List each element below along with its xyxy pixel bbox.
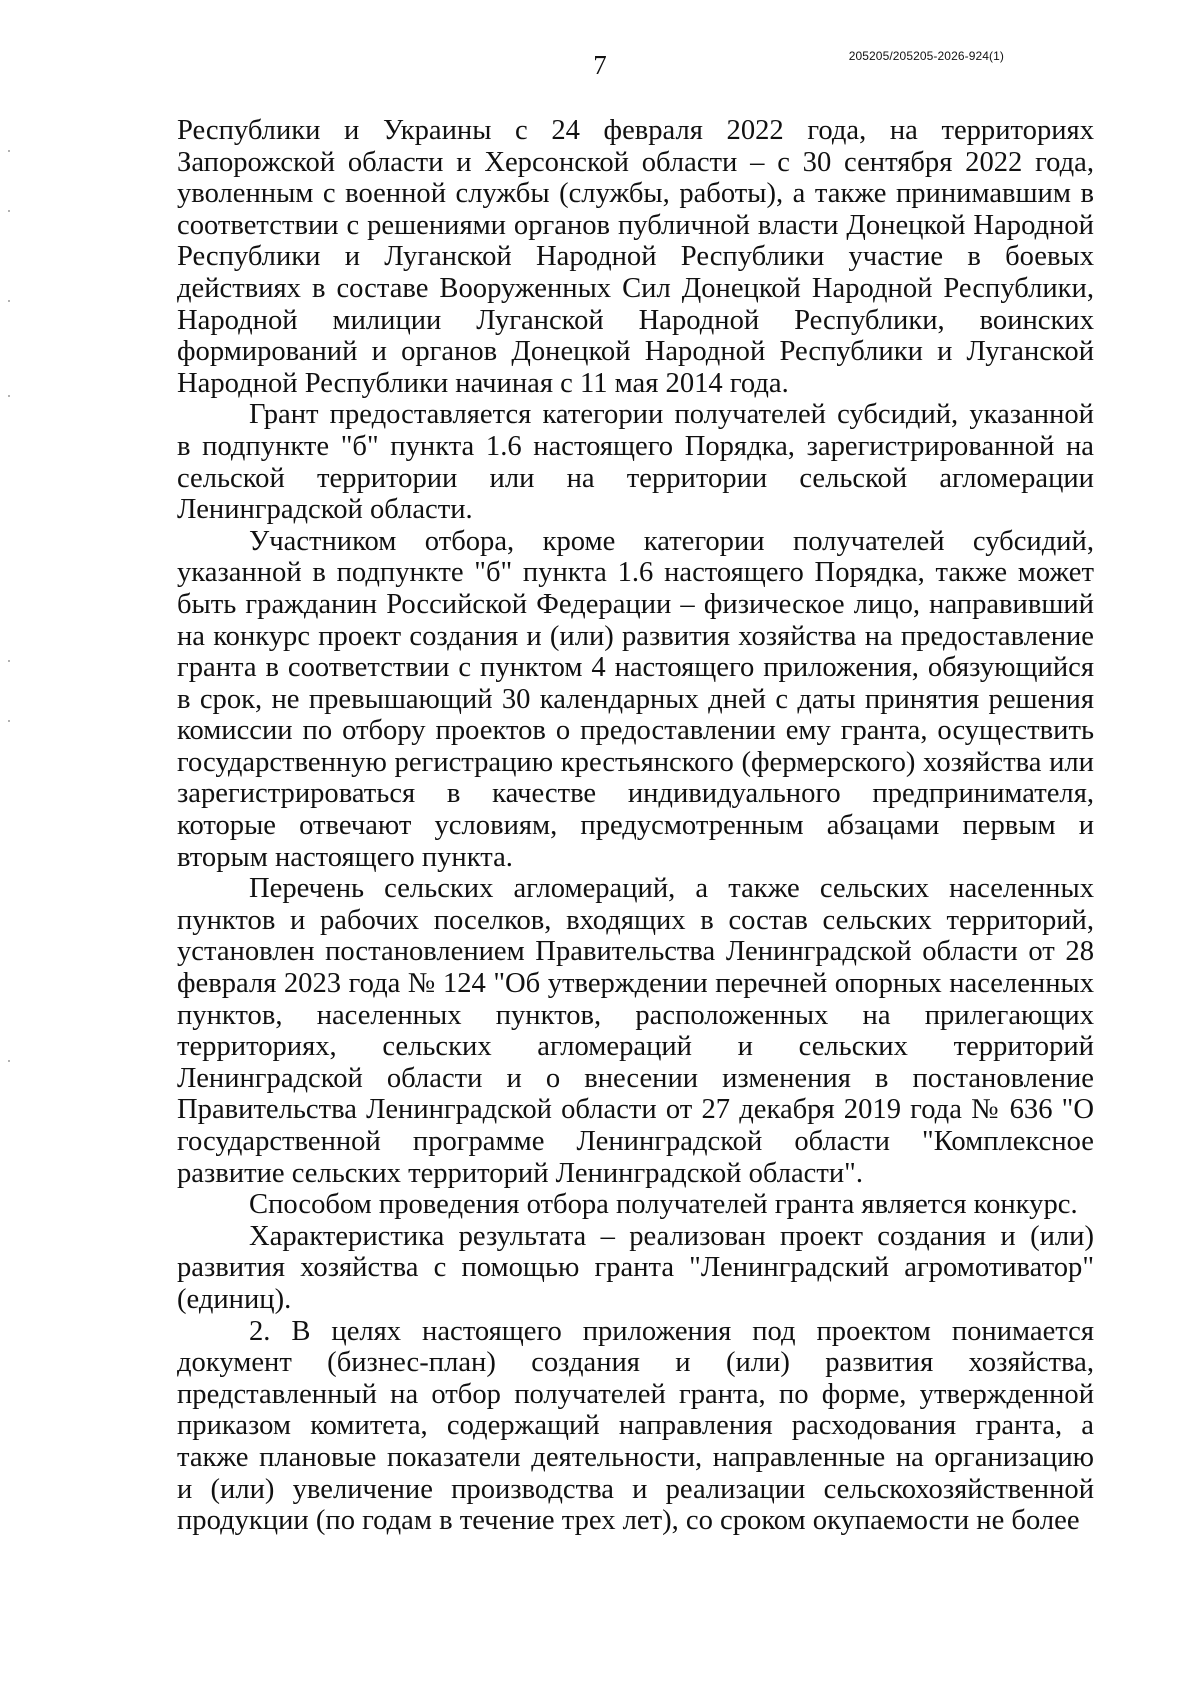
paragraph-agglomerations-list: Перечень сельских агломераций, а также сельских населенных пунктов и рабочих поселков, входящих в состав сельских территорий, установлен постановлением Правительства Ленинградской области от 28 февраля 2023 года № 124 "Об утверждении перечней опорных населенных пунктов, населенных пунктов, расположенных на прилегающих территориях, сельских агломераций и сельских территорий Ленинградской области и о внесении изменения в постановление Правительства Ленинградской области от 27 декабря 2019 года № 636 "О государственной программе Ленинградской области "Комплексное развитие сельских территорий Ленинградской области". [177, 873, 1094, 1189]
margin-scan-marks [8, 0, 12, 1693]
paragraph-result-characteristic: Характеристика результата – реализован проект создания и (или) развития хозяйства с помощью гранта "Ленинградский агромотиватор" (единиц). [177, 1220, 1094, 1315]
page-number: 7 [593, 50, 607, 80]
paragraph-project-definition: 2. В целях настоящего приложения под проектом понимается документ (бизнес-план) создания и (или) развития хозяйства, представленный на отбор получателей гранта, по форме, утвержденной приказом комитета, содержащий направления расходования гранта, а также плановые показатели деятельности, направленные на организацию и (или) увеличение производства и реализации сельскохозяйственной продукции (по годам в течение трех лет), со сроком окупаемости не более [177, 1315, 1094, 1537]
paragraph-selection-participant: Участником отбора, кроме категории получателей субсидий, указанной в подпункте "б" пункта 1.6 настоящего Порядка, также может быть гражданин Российской Федерации – физическое лицо, направивший на конкурс проект создания и (или) развития хозяйства на предоставление гранта в соответствии с пунктом 4 настоящего приложения, обязующийся в срок, не превышающий 30 календарных дней с даты принятия решения комиссии по отбору проектов о предоставлении ему гранта, осуществить государственную регистрацию крестьянского (фермерского) хозяйства или зарегистрироваться в качестве индивидуального предпринимателя, которые отвечают условиям, предусмотренным абзацами первым и вторым настоящего пункта. [177, 525, 1094, 873]
paragraph-grant-category: Грант предоставляется категории получателей субсидий, указанной в подпункте "б" пункта 1.6 настоящего Порядка, зарегистрированной на сельской территории или на территории сельской агломерации Ленинградской области. [177, 399, 1094, 526]
document-body [177, 115, 1094, 1537]
paragraph-selection-method: Способом проведения отбора получателей гранта является конкурс. [249, 1189, 1078, 1221]
document-id: 205205/205205-2026-924(1) [848, 49, 1004, 63]
paragraph-continuation: Республики и Украины с 24 февраля 2022 года, на территориях Запорожской области и Херсонской области – с 30 сентября 2022 года, уволенным с военной службы (службы, работы), а также принимавшим в соответствии с решениями органов публичной власти Донецкой Народной Республики и Луганской Народной Республики участие в боевых действиях в составе Вооруженных Сил Донецкой Народной Республики, Народной милиции Луганской Народной Республики, воинских формирований и органов Донецкой Народной Республики и Луганской Народной Республики начиная с 11 мая 2014 года. [177, 115, 1094, 399]
